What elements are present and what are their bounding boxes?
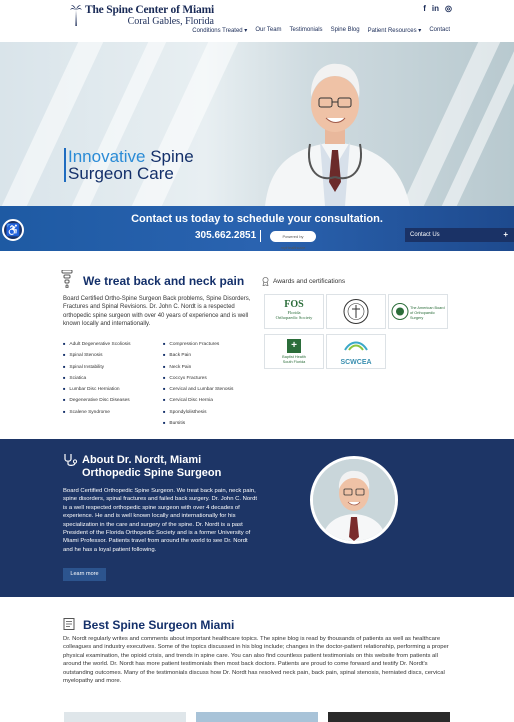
condition-item[interactable]: ■ Cervical Disc Hernia: [163, 395, 233, 406]
condition-item[interactable]: ■ Spondylolisthesis: [163, 407, 233, 418]
hero-title-word: Spine: [145, 147, 194, 166]
spine-icon: [61, 270, 73, 288]
accessibility-icon[interactable]: ♿: [2, 219, 24, 241]
conditions-list-left: [63, 339, 130, 418]
hero-title-word: Innovative: [68, 147, 146, 166]
contact-us-button[interactable]: [405, 228, 514, 242]
about-doctor-photo: [310, 456, 398, 544]
award-aaos-logo[interactable]: [388, 294, 448, 329]
doctor-headshot: [313, 459, 395, 541]
condition-item[interactable]: ■ Cervical and Lumbar Stenosis: [163, 384, 233, 395]
condition-item[interactable]: ■ Scalene Syndrome: [63, 407, 130, 418]
condition-item[interactable]: ■ Degenerative Disc Diseases: [63, 395, 130, 406]
hero-title: [68, 148, 194, 182]
fos-subtitle: [265, 310, 323, 320]
nav-patient-resources[interactable]: Patient Resources ▾: [367, 28, 422, 34]
seal-icon: [327, 295, 385, 328]
baptist-text: [265, 355, 323, 364]
nav-conditions-treated[interactable]: Conditions Treated ▾: [192, 28, 248, 34]
aaos-text-line2: of Orthopaedic Surgery: [410, 310, 435, 320]
condition-item[interactable]: ■ Bursitis: [163, 418, 233, 429]
award-seal-logo[interactable]: [326, 294, 386, 329]
baptist-text-line2: South Florida: [282, 359, 306, 364]
cta-separator: [260, 230, 261, 242]
condition-item[interactable]: ■ Adult Degenerative Scoliosis: [63, 339, 130, 350]
instagram-icon[interactable]: ◎: [445, 4, 452, 13]
hero-title-line2: Surgeon Care: [68, 164, 174, 183]
condition-item[interactable]: ■ Compression Fractures: [163, 339, 233, 350]
about-heading: [82, 454, 221, 480]
treat-heading: We treat back and neck pain: [83, 274, 245, 288]
document-icon: [63, 618, 75, 630]
cta-title: Contact us today to schedule your consultation.: [131, 213, 383, 225]
main-nav: [192, 27, 450, 34]
about-description: Board Certified Orthopedic Spine Surgeon. We treat back pain, neck pain, spine disorders, spinal fractures and failed back surgery. Dr. John C. Nordt is a well respected orthopedic spine surgeon with over 4 decades of experience. He and is well known locally and internationally for his specialization in the care and surgery of the spine. Dr. Nordt is a past President of the Florida Orthopedic Society and is a former University of Miami Professor. Patients travel from around the world to see Dr. Nordt and he has a loyal patient following.: [63, 488, 258, 553]
scwcea-wave-icon: [327, 338, 385, 354]
aaos-text-line1: The American Board: [410, 306, 445, 310]
logo-subtitle: Coral Gables, Florida: [127, 16, 214, 27]
condition-item[interactable]: ■ Spinal Instability: [63, 362, 130, 373]
condition-item[interactable]: ■ Coccyx Fractures: [163, 373, 233, 384]
stethoscope-icon: [63, 453, 79, 467]
facebook-icon[interactable]: f: [423, 4, 426, 13]
awards-heading: Awards and certifications: [273, 278, 346, 285]
nav-testimonials[interactable]: Testimonials: [289, 27, 323, 33]
site-logo[interactable]: [70, 4, 214, 27]
nav-spine-blog[interactable]: Spine Blog: [330, 27, 360, 33]
learn-more-button[interactable]: Learn more: [63, 568, 106, 581]
scwcea-text: SCWCEA: [340, 359, 372, 366]
doctor-portrait: [250, 42, 420, 206]
baptist-text-line1: Baptist Health: [282, 355, 306, 359]
award-fos-logo[interactable]: [264, 294, 324, 329]
condition-item[interactable]: ■ Sciatica: [63, 373, 130, 384]
nav-contact[interactable]: Contact: [429, 27, 450, 33]
condition-item[interactable]: ■ Lumbar Disc Herniation: [63, 384, 130, 395]
fos-subtitle-line1: Florida: [287, 310, 301, 315]
about-heading-line2: Orthopedic Spine Surgeon: [82, 467, 222, 479]
award-ribbon-icon: [262, 277, 269, 286]
aaos-seal-icon: [391, 295, 409, 328]
social-links: [423, 4, 452, 13]
contact-us-label: Contact Us: [410, 232, 440, 238]
logo-title: The Spine Center of Miami: [85, 4, 214, 16]
condition-item[interactable]: ■ Spinal Stenosis: [63, 350, 130, 361]
conditions-list-right: [163, 339, 233, 429]
cta-badge[interactable]: Powered by myHealthcare: [270, 231, 316, 242]
fos-title: FOS: [284, 299, 304, 310]
condition-item[interactable]: ■ Neck Pain: [163, 362, 233, 373]
hero-accent-bar: [64, 148, 66, 182]
blog-thumbnail[interactable]: [196, 712, 318, 722]
award-scwcea-logo[interactable]: [326, 334, 386, 369]
site-header: [0, 0, 514, 42]
blog-thumbnail[interactable]: [64, 712, 186, 722]
fos-subtitle-line2: Orthopaedic Society: [275, 315, 313, 320]
best-surgeon-description: Dr. Nordt regularly writes and comments about important healthcare topics. The spine blog is read by thousands of patients as well as healthcare colleagues and industry executives. Some of the topics discussed in his blog include; changes in the doctor-patient relationship, performing a proper physical examination, the opioid crisis, and trends in spine care. You can also find countless patient testimonials on this website from patients all around the world. Dr. Nordt has more patient testimonials then most back doctors. Patients are proud to come forward and testify Dr. Nordt's outstanding outcomes. Many of the testimonials discuss how Dr. Nordt has resolved neck pain, back pain, spinal stenosis, herniated discs, cervical myelopathy and more.: [63, 636, 449, 685]
aaos-text: [410, 306, 447, 320]
cta-phone[interactable]: 305.662.2851: [195, 230, 257, 241]
baptist-cross-icon: +: [287, 339, 301, 353]
linkedin-icon[interactable]: in: [431, 4, 440, 13]
nav-our-team[interactable]: Our Team: [255, 27, 282, 33]
treat-description: Board Certified Ortho-Spine Surgeon Back problems, Spine Disorders, Fractures and Spinal Revisions. Dr. John C. Nordt is a respected orthopedic spine surgeon with over 40 years of experience and is well known locally and internationally.: [63, 296, 251, 328]
about-heading-line1: About Dr. Nordt, Miami: [82, 454, 202, 466]
palm-tree-icon: [70, 4, 82, 26]
blog-thumbnail[interactable]: [328, 712, 450, 722]
plus-icon: +: [503, 230, 508, 239]
best-surgeon-heading: Best Spine Surgeon Miami: [83, 618, 235, 632]
award-baptist-logo[interactable]: [264, 334, 324, 369]
condition-item[interactable]: ■ Back Pain: [163, 350, 233, 361]
